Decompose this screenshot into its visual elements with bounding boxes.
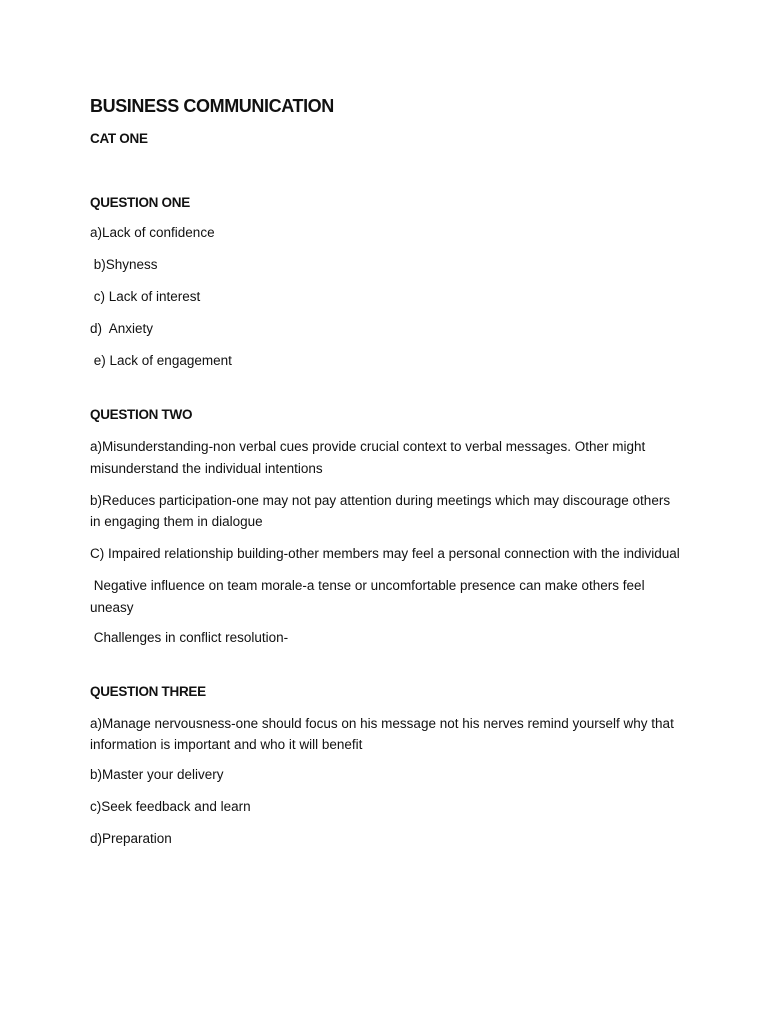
- section-heading: QUESTION TWO: [90, 407, 193, 422]
- document-subtitle: CAT ONE: [90, 131, 148, 146]
- answer-item: Negative influence on team morale-a tense or uncomfortable presence can make others feel uneasy: [90, 578, 649, 615]
- answer-item: b)Shyness: [90, 257, 158, 272]
- answer-item: Challenges in conflict resolution-: [90, 629, 289, 645]
- answer-item: e) Lack of engagement: [90, 353, 232, 368]
- section-question-three: [90, 683, 680, 849]
- section-question-one: [90, 194, 680, 370]
- section-heading: QUESTION THREE: [90, 683, 206, 699]
- answer-item: a)Manage nervousness-one should focus on his message not his nerves remind yourself why that information is important and who it will benefit: [90, 715, 678, 752]
- answer-item: c)Seek feedback and learn: [90, 799, 251, 814]
- document-title: BUSINESS COMMUNICATION: [90, 96, 334, 116]
- section-heading: QUESTION ONE: [90, 195, 190, 210]
- answer-item: a)Lack of confidence: [90, 225, 215, 240]
- answer-item: a)Misunderstanding-non verbal cues provide crucial context to verbal messages. Other might misunderstand the individual intentions: [90, 439, 650, 476]
- section-question-two: [90, 406, 680, 647]
- answer-item: c) Lack of interest: [90, 289, 201, 304]
- answer-item: d) Anxiety: [90, 321, 154, 336]
- answer-item: d)Preparation: [90, 831, 172, 846]
- answer-item: b)Reduces participation-one may not pay attention during meetings which may discourage others in engaging them in dialogue: [90, 492, 674, 529]
- answer-item: C) Impaired relationship building-other members may feel a personal connection with the individual: [90, 546, 680, 561]
- answer-item: b)Master your delivery: [90, 767, 224, 782]
- document-content: [90, 94, 680, 862]
